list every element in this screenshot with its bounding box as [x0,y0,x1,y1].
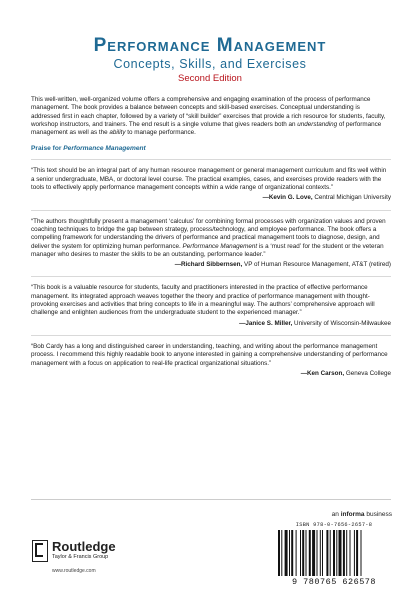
divider [31,276,391,277]
cover-header [0,0,420,85]
barcode-bar [281,530,282,576]
barcode-bar [289,530,290,576]
barcode-bar [296,530,297,576]
barcode-bar [312,530,315,576]
barcode-bar [317,530,318,576]
praise-quote-3 [31,284,391,327]
barcode-bar [285,530,288,576]
divider [31,210,391,211]
praise-heading: Praise for Performance Management [31,145,146,153]
barcode-bar [320,530,321,576]
quote-attribution: —Kevin G. Love, Central Michigan University [262,194,391,202]
cover-content [31,96,391,378]
barcode-bar [333,530,335,576]
barcode-bar [361,530,362,576]
barcode-bar [346,530,347,576]
praise-quote-1 [31,167,391,202]
routledge-logo [32,540,152,580]
isbn-label: ISBN 978-0-7656-2657-8 [295,522,373,528]
book-description: This well-written, well-organized volume offers a comprehensive and engaging examination of the process of performance management. The book provides a balance between concepts and skill-based exercises. Conceptual understanding is addressed first in each chapter, followed by a variety of “skill builder” exercises that provide a rich resource for students, faculty, workshop instructors, and trainers. The end result is a single volume that gives readers both an understanding of performance management as well as the ability to manage performance. [31,96,386,137]
quote-attribution: —Janice S. Miller, University of Wisconsin-Milwaukee [239,319,391,327]
publisher-name: Routledge [52,539,116,554]
barcode-bar [354,530,355,576]
barcode-bar [322,530,323,576]
barcode-bars-icon [278,530,390,576]
barcode-bar [302,530,304,576]
book-title: Performance Management [93,35,327,56]
barcode-bar [336,530,337,576]
barcode-bar [300,530,301,576]
praise-quote-4 [31,343,391,378]
footer-divider [31,499,391,500]
book-edition: Second Edition [178,73,242,84]
quote-text: “This book is a valuable resource for students, faculty and practitioners interested in the practice of effective performance management. Its integrated approach weaves together the theory and practice of performance management with thought-provoking exercises and activities that bring concepts to life in a meaningful way. The authors’ comprehensive approach will challenge and enlighten audiences from the undergraduate student to the experienced manager.” [31,284,375,317]
barcode-bar [343,530,345,576]
barcode-bar [326,530,328,576]
book-subtitle: Concepts, Skills, and Exercises [113,57,307,71]
praise-quote-2 [31,218,391,270]
barcode [275,522,393,588]
quote-text: “The authors thoughtfully present a management ‘calculus’ for combining formal processes with organization values and proven coaching techniques to bridge the gap between strategy, process/technology, and employee performance. The book offers a compelling framework for understanding the drivers of performance and practical management tools to diagnose, design, and deliver the system for optimizing human performance. Performance Management is a ‘must read’ for the student or the veteran manager who desires to master the skills to be an outstanding, performance leader.” [31,217,386,258]
quote-attribution: —Ken Carson, Geneva College [300,369,391,377]
publisher-group: Taylor & Francis Group [52,554,109,560]
barcode-bar [339,530,342,576]
barcode-bar [291,530,293,576]
barcode-bar [330,530,331,576]
barcode-bar [278,530,280,576]
divider [31,335,391,336]
quote-text: “Bob Cardy has a long and distinguished career in understanding, teaching, and writing about the performance management process. I recommend this highly readable book to anyone interested in gaining a comprehensive understanding of performance management with a focus on application to real-life practical organizational situations.” [31,342,388,367]
routledge-mark-icon [32,540,48,562]
barcode-bar [356,530,358,576]
barcode-bar [309,530,311,576]
quote-attribution: —Richard Sibbernsen, VP of Human Resource Management, AT&T (retired) [174,261,391,269]
informa-business-label: an informa business [331,511,392,518]
barcode-bar [350,530,351,576]
barcode-bar [306,530,307,576]
ean-digits: 9 780765 626578 [291,577,376,587]
divider [31,159,391,160]
quote-text: “This text should be an integral part of any human resource management or general management curriculum and fits well within a senior undergraduate, MBA, or doctoral level course. The practical examples, cases, and exercises provide readers with the tools to effectively apply performance management concepts within a wide range of organizational contexts.” [31,167,387,192]
publisher-url: www.routledge.com [52,568,96,574]
